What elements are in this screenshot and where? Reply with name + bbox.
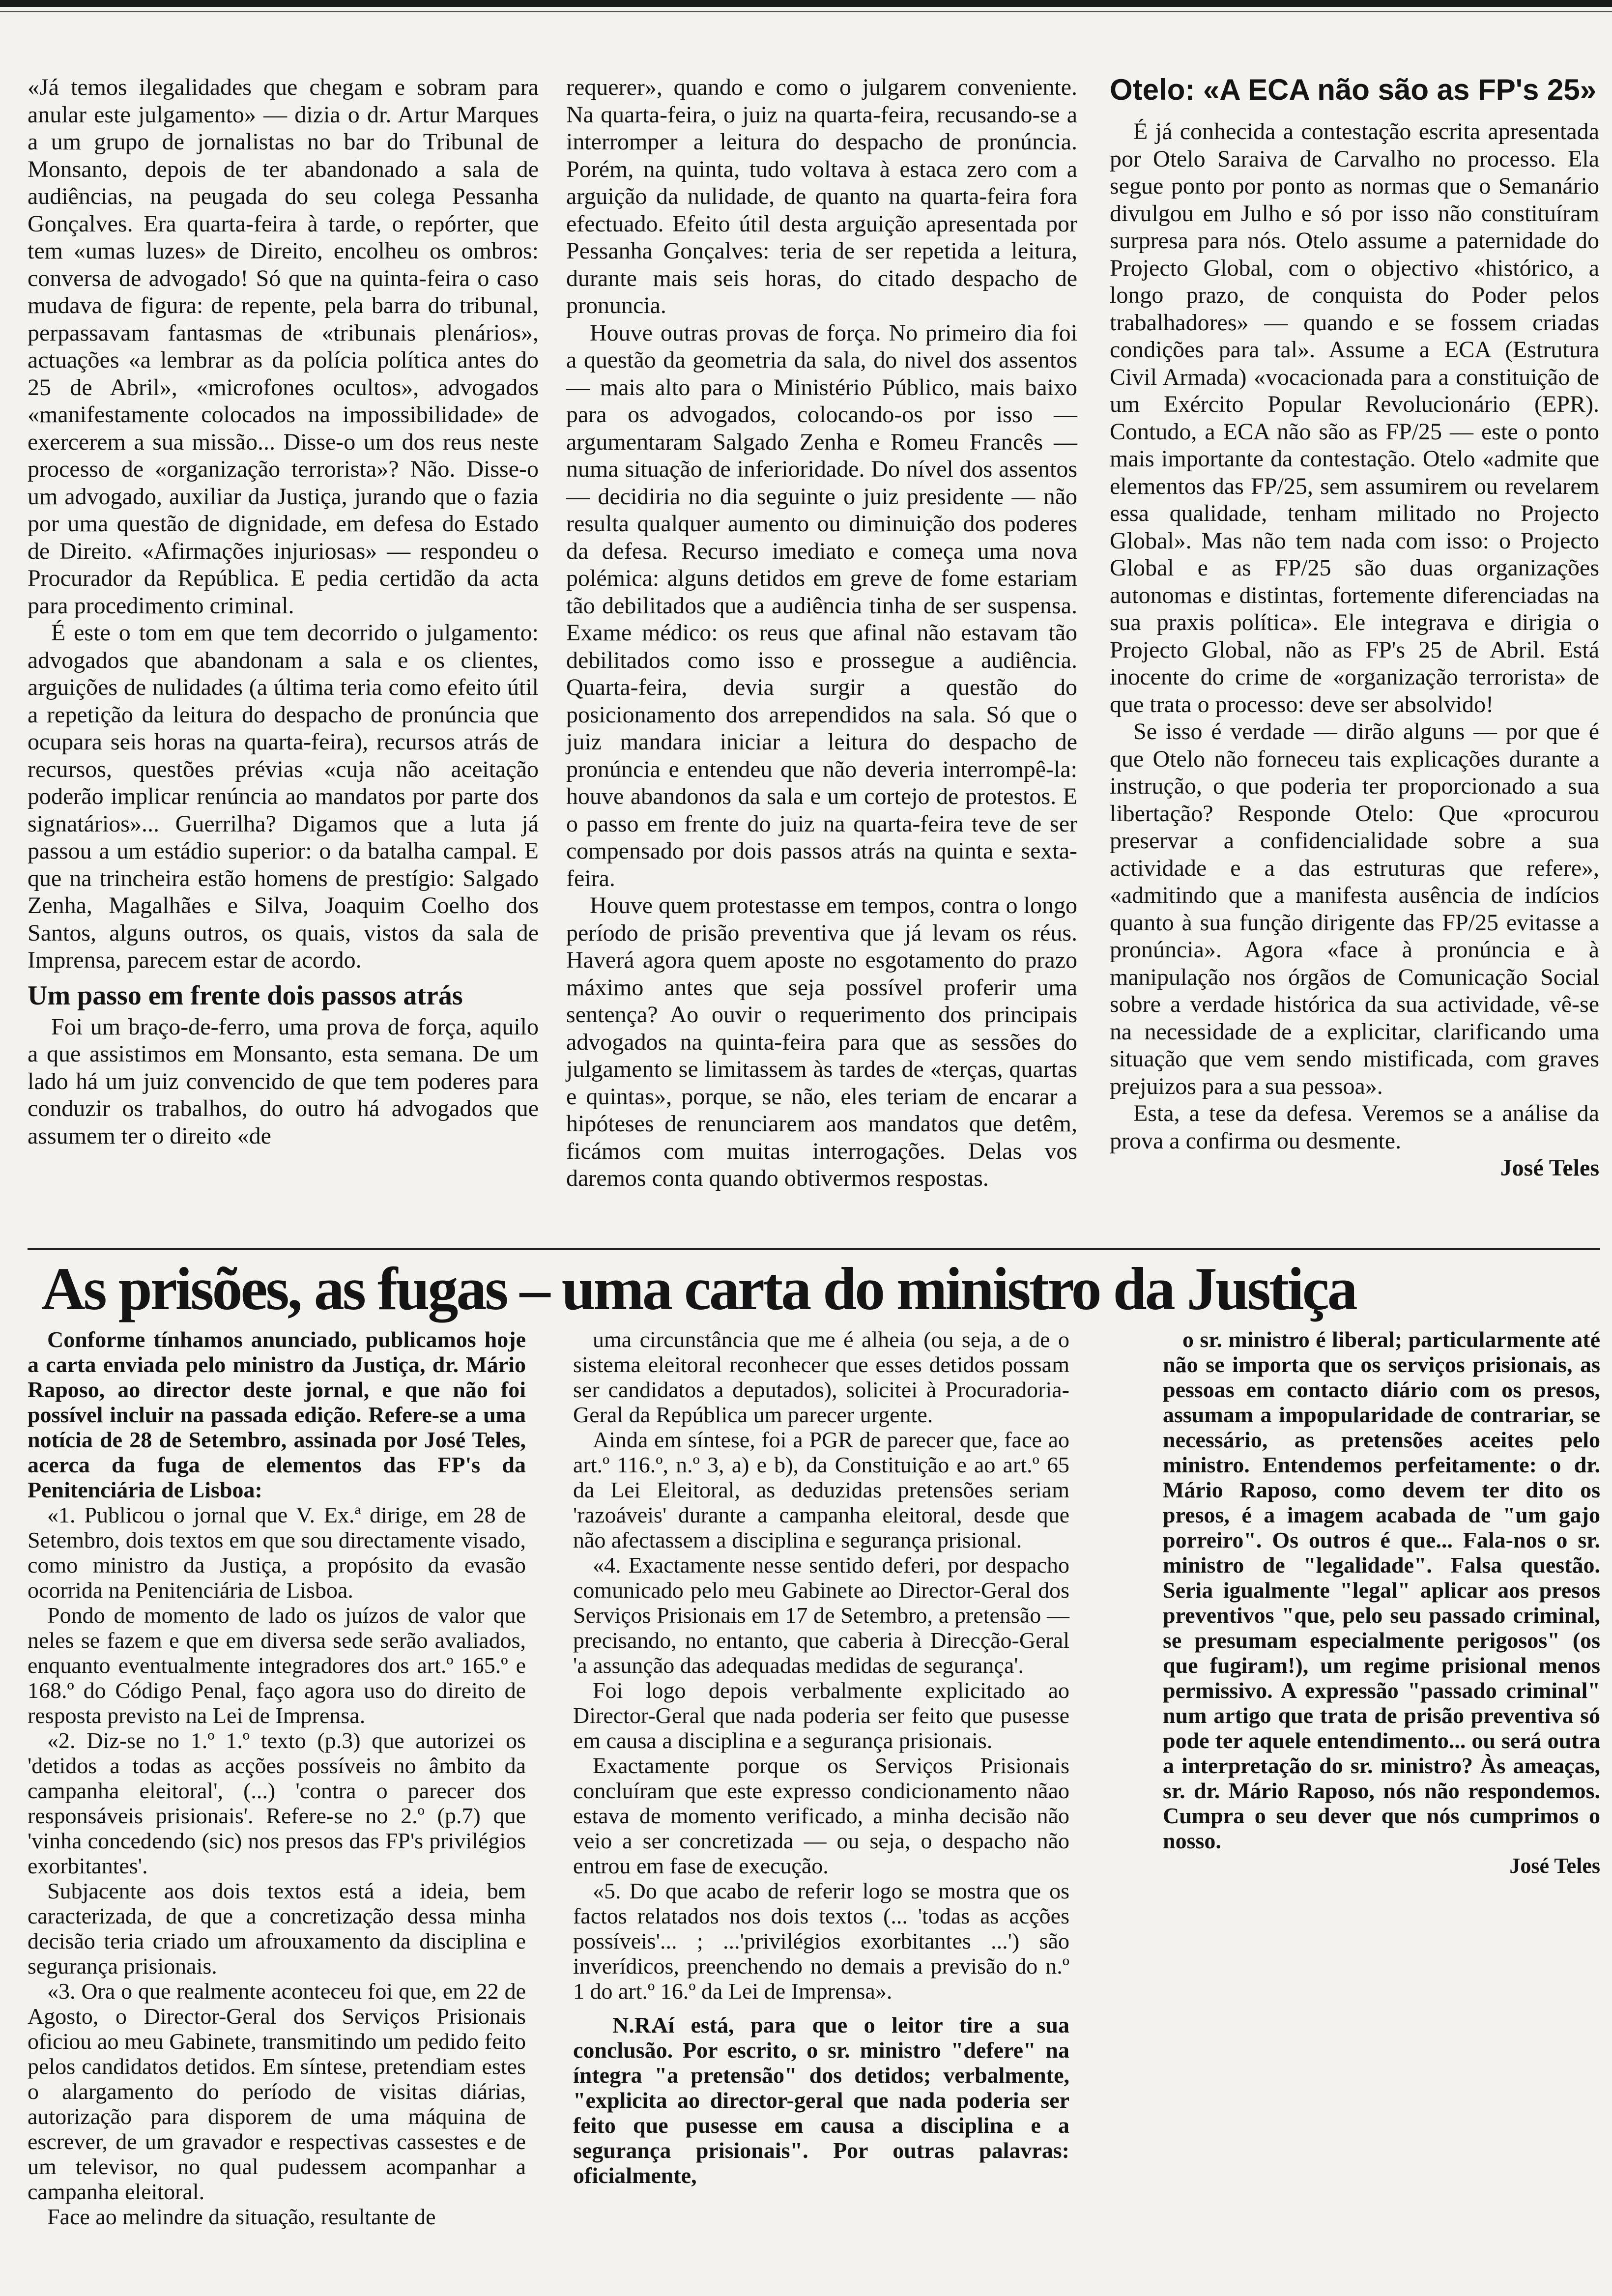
editor-note	[573, 2012, 1069, 2188]
article2-title: Otelo: «A ECA não são as FP's 25»	[1110, 73, 1597, 106]
article3-column1	[28, 1327, 526, 2229]
article1-column1	[28, 74, 539, 1149]
article3-paragraph: Exactamente porque os Serviços Prisionais concluíram que este expresso condicionamento nãao estava de momento verificado, a minha decisão não veio a ser concretizada — ou seja, o despacho não entrou em fase de execução.	[573, 1753, 1069, 1878]
editor-note-continued: o sr. ministro é liberal; particularmente até não se importa que os serviços prisionais, as pessoas em contacto diário com os presos, assumam a impopularidade de contrariar, se necessário, as pretensões aceites pelo ministro. Entendemos perfeitamente: o dr. Mário Raposo, como devem ter dito os presos, é a imagem acabada de "um gajo porreiro". Os outros é que... Fala-nos o sr. ministro de "legalidade". Falsa questão. Seria igualmente "legal" aplicar aos presos preventivos "que, pelo seu passado criminal, se presumam especialmente perigosos" (os que fugiram!), um regime prisional menos permissivo. A expressão "passado criminal" num artigo que trata de prisão preventiva só pode ter aquele entendimento... ou será outra a interpretação do sr. ministro? Às ameaças, sr. dr. Mário Raposo, nós não respondemos. Cumpra o seu dever que nós cumprimos o nosso.	[1163, 1327, 1600, 1853]
article1-paragraph: É este o tom em que tem decorrido o julgamento: advogados que abandonam a sala e os clientes, arguições de nulidades (a última teria como efeito útil a repetição da leitura do despacho de pronúncia que ocupara seis horas na quarta-feira), recursos atrás de recursos, questões prévias «cuja não aceitação poderão implicar renúncia ao mandatos por parte dos signatários»... Guerrilha? Digamos que a luta já passou a um estádio superior: o da batalha campal. E que na trincheira estão homens de prestígio: Salgado Zenha, Magalhães e Silva, Joaquim Coelho dos Santos, alguns outros, os quais, vistos da sala de Imprensa, parecem estar de acordo.	[28, 620, 539, 973]
headline-band	[28, 1248, 1600, 1324]
editor-note-label: N.R.	[612, 2012, 657, 2038]
main-headline: As prisões, as fugas – uma carta do ministro da Justiça	[41, 1255, 1356, 1322]
article3-signature: José Teles	[1509, 1854, 1600, 1878]
article3-column3	[1163, 1327, 1600, 1878]
article2-paragraph: É já conhecida a contestação escrita apresentada por Otelo Saraiva de Carvalho no processo. Ela segue ponto por ponto as normas que o Semanário divulgou em Julho e só por isso não constituíram surpresa para nós. Otelo assume a paternidade do Projecto Global, com o objectivo «histórico, a longo prazo, de conquista do Poder pelos trabalhadores» — quando e se fossem criadas condições para tal». Assume a ECA (Estrutura Civil Armada) «vocacionada para a constituição de um Exército Popular Revolucionário (EPR). Contudo, a ECA não são as FP/25 — este o ponto mais importante da contestação. Otelo «admite que elementos das FP/25, sem assumirem ou revelarem essa qualidade, tenham militado no Projecto Global». Mas não tem nada com isso: o Projecto Global e as FP/25 são duas organizações autonomas e distintas, fortemente diferenciadas na sua praxis política». Ele integrava e dirigia o Projecto Global, não as FP's 25 de Abril. Está inocente do crime de «organização terrorista» de que trata o processo: deve ser absolvido!	[1110, 118, 1599, 718]
article3-paragraph: «3. Ora o que realmente aconteceu foi que, em 22 de Agosto, o Director-Geral dos Serviços Prisionais oficiou ao meu Gabinete, transmitindo um pedido feito pelos candidatos detidos. Em síntese, pretendiam estes o alargamento do período de visitas diárias, autorização para disporem de uma máquina de escrever, de um gravador e respectivas cassestes e de um televisor, no qual pudessem acompanhar a campanha eleitoral.	[28, 1979, 526, 2204]
article3-paragraph: Ainda em síntese, foi a PGR de parecer que, face ao art.º 116.º, n.º 3, a) e b), da Constituição e ao art.º 65 da Lei Eleitoral, as deduzidas pretensões seriam 'razoáveis' durante a campanha eleitoral, desde que não afectassem a disciplina e segurança prisional.	[573, 1427, 1069, 1552]
article3-paragraph: uma circunstância que me é alheia (ou seja, a de o sistema eleitoral reconhecer que esses detidos possam ser candidatos a deputados), solicitei à Procuradoria-Geral da República um parecer urgente.	[573, 1327, 1069, 1427]
article3-paragraph: «2. Diz-se no 1.º 1.º texto (p.3) que autorizei os 'detidos a todas as acções possíveis no âmbito da campanha eleitoral', (...) 'contra o parecer dos responsáveis prisionais'. Refere-se no 2.º (p.7) que 'vinha concedendo (sic) nos presos das FP's privilégios exorbitantes'.	[28, 1728, 526, 1878]
article3-paragraph: Face ao melindre da situação, resultante de	[47, 2204, 436, 2229]
article3-paragraph: Foi logo depois verbalmente explicitado ao Director-Geral que nada poderia ser feito que pusesse em causa a disciplina e a segurança prisionais.	[573, 1678, 1069, 1753]
editor-note-text: Aí está, para que o leitor tire a sua conclusão. Por escrito, o sr. ministro "defere" na íntegra "a pretensão" dos detidos; verbalmente, "explicita ao director-geral que nada poderia ser feito que pusesse em causa a disciplina e a segurança prisionais". Por outras palavras: oficialmente,	[573, 2012, 1069, 2188]
article3-column2	[573, 1327, 1069, 2188]
article3-paragraph: «4. Exactamente nesse sentido deferi, por despacho comunicado pelo meu Gabinete ao Director-Geral dos Serviços Prisionais em 17 de Setembro, a pretensão — precisando, no entanto, que caberia à Direcção-Geral 'a assunção das adequadas medidas de segurança'.	[573, 1552, 1069, 1678]
article2-paragraph: Esta, a tese da defesa. Veremos se a análise da prova a confirma ou desmente.	[1110, 1100, 1599, 1154]
article1-paragraph: Houve quem protestasse em tempos, contra o longo período de prisão preventiva que já levam os réus. Haverá agora quem aposte no esgotamento do prazo máximo antes que seja possível proferir uma sentença? Ao ouvir o requerimento dos principais advogados na quinta-feira para que as sessões do julgamento se limitassem às tardes de «terças, quartas e quintas», porque, se não, eles teriam de encarar a hipóteses de renunciarem aos mandatos que detêm, ficámos com muitas interrogações. Delas vos daremos conta quando obtivermos respostas.	[566, 892, 1077, 1191]
article1-column2	[566, 74, 1077, 1192]
article1-paragraph: requerer», quando e como o julgarem conveniente. Na quarta-feira, o juiz na quarta-feira, recusando-se a interromper a leitura do despacho de pronúncia. Porém, na quinta, tudo voltava à estaca zero com a arguição da nulidade, de quanto na quarta-feira fora efectuado. Efeito útil desta arguição apresentada por Pessanha Gonçalves: teria de ser repetida a leitura, durante mais seis horas, do citado despacho de pronuncia.	[566, 74, 1077, 318]
article1-paragraph: Houve outras provas de força. No primeiro dia foi a questão da geometria da sala, do nivel dos assentos — mais alto para o Ministério Público, mais baixo para os advogados, colocando-os por isso — argumentaram Salgado Zenha e Romeu Francês — numa situação de inferioridade. Do nível dos assentos — decidiria no dia seguinte o juiz presidente — não resulta qualquer aumento ou diminuição dos poderes da defesa. Recurso imediato e começa uma nova polémica: alguns detidos em greve de fome estariam tão debilitados que a audiência tinha de ser suspensa. Exame médico: os reus que afinal não estavam tão debilitados como isso e prossegue a audiência. Quarta-feira, devia surgir a questão do posicionamento dos arrependidos na sala. Só que o juiz mandara iniciar a leitura do despacho de pronúncia e entendeu que não deveria interrompê-la: houve abandonos da sala e um cortejo de protestos. E o passo em frente do juiz na quarta-feira teve de ser compensado por dois passos atrás na quinta e sexta-feira.	[566, 319, 1077, 891]
article2-paragraph: Se isso é verdade — dirão alguns — por que é que Otelo não forneceu tais explicações durante a instrução, o que poderia ter proporcionado a sua libertação? Responde Otelo: Que «procurou preservar a confidencialidade sobre a sua actividade e a das estruturas que refere», «admitindo que a manifesta ausência de indícios quanto à sua função dirigente das FP/25 evitasse a pronúncia». Agora «face à pronúncia e à manipulação nos órgãos de Comunicação Social sobre a verdade histórica da sua actividade, vê-se na necessidade de a explicitar, clarificando uma situação que vem sendo mistificada, com graves prejuizos para a sua pessoa».	[1110, 718, 1599, 1099]
article1-paragraph: Foi um braço-de-ferro, uma prova de força, aquilo a que assistimos em Monsanto, esta semana. De um lado há um juiz convencido de que tem poderes para conduzir os trabalhos, do outro há advogados que assumem ter o direito «de	[28, 1013, 539, 1149]
article2-column	[1110, 74, 1599, 1182]
top-rule	[0, 0, 1612, 7]
article1-subheading: Um passo em frente dois passos atrás	[28, 980, 463, 1011]
article3-intro: Conforme tínhamos anunciado, publicamos hoje a carta enviada pelo ministro da Justiça, dr. Mário Raposo, ao director deste jornal, e que não foi possível incluir na passada edição. Refere-se a uma notícia de 28 de Setembro, assinada por José Teles, acerca da fuga de elementos das FP's da Penitenciária de Lisboa:	[28, 1327, 526, 1502]
article3-paragraph: Subjacente aos dois textos está a ideia, bem caracterizada, de que a concretização dessa minha decisão teria criado um afrouxamento da disciplina e segurança prisionais.	[28, 1878, 526, 1979]
article2-signature: José Teles	[1500, 1155, 1599, 1181]
article1-paragraph: «Já temos ilegalidades que chegam e sobram para anular este julgamento» — dizia o dr. Artur Marques a um grupo de jornalistas no bar do Tribunal de Monsanto, depois de ter abandonado a sala de audiências, na peugada do seu colega Pessanha Gonçalves. Era quarta-feira à tarde, o repórter, que tem «umas luzes» de Direito, encolheu os ombros: conversa de advogado! Só que na quinta-feira o caso mudava de figura: de repente, pela barra do tribunal, perpassavam fantasmas de «tribunais plenários», actuações «a lembrar as da polícia política antes do 25 de Abril», «microfones ocultos», advogados «manifestamente colocados na impossibilidade» de exercerem a sua missão... Disse-o um dos reus neste processo de «organização terrorista»? Não. Disse-o um advogado, auxiliar da Justiça, jurando que o fazia por uma questão de dignidade, em defesa do Estado de Direito. «Afirmações injuriosas» — respondeu o Procurador da República. E pedia certidão da acta para procedimento criminal.	[28, 74, 539, 619]
top-rule-thin	[0, 11, 1612, 12]
article3-paragraph: Pondo de momento de lado os juízos de valor que neles se fazem e que em diversa sede serão avaliados, enquanto eventualmente integradores dos art.º 165.º e 168.º do Código Penal, faço agora uso do direito de resposta previsto na Lei de Imprensa.	[28, 1603, 526, 1728]
article3-paragraph: «5. Do que acabo de referir logo se mostra que os factos relatados nos dois textos (... 'todas as acções possíveis'... ; ...'privilégios exorbitantes ...') são inverídicos, preenchendo no demais a previsão do n.º 1 do art.º 16.º da Lei de Imprensa».	[573, 1878, 1069, 2004]
article3-paragraph: «1. Publicou o jornal que V. Ex.ª dirige, em 28 de Setembro, dois textos em que sou directamente visado, como ministro da Justiça, a propósito da evasão ocorrida na Penitenciária de Lisboa.	[28, 1502, 526, 1603]
